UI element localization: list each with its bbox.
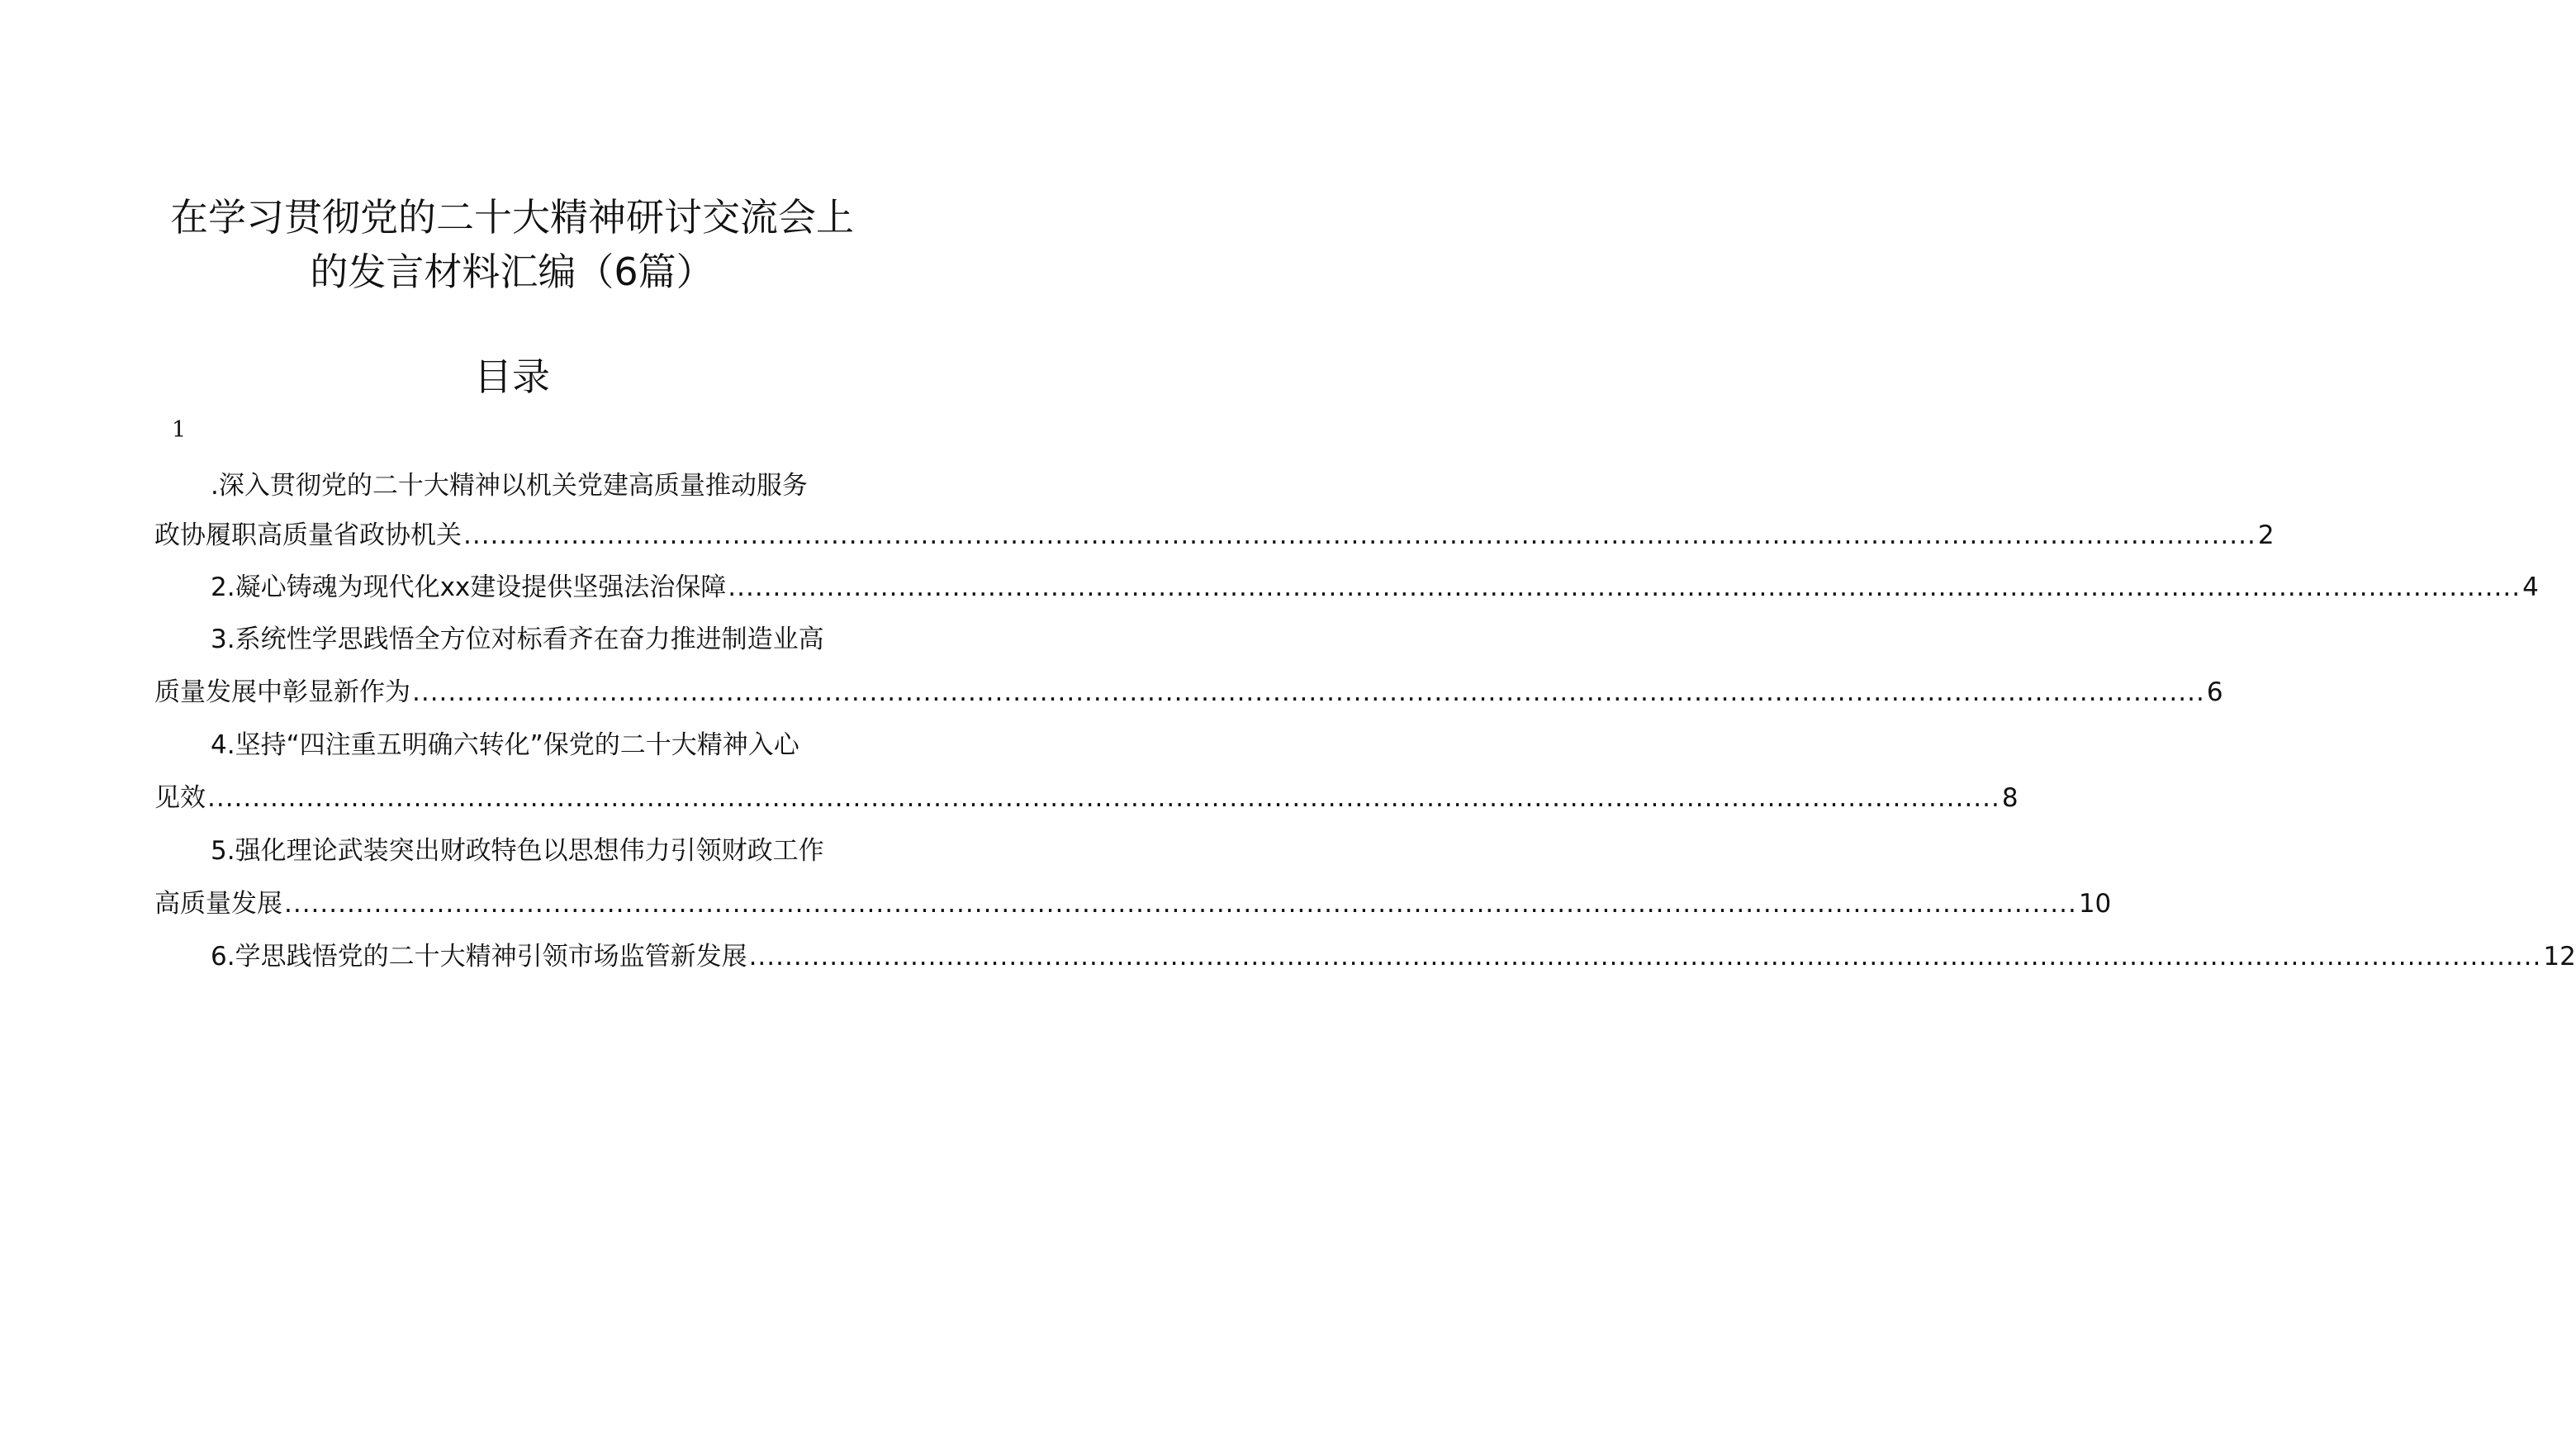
stray-number: 1 [172, 417, 187, 443]
dot-leader: ........................................................................................................................................................................................................ [748, 942, 2542, 972]
toc-entry-5-line-2[interactable] [154, 889, 2112, 919]
dot-leader: ........................................................................................................................................................................................................ [463, 520, 2256, 550]
toc-page-number: 10 [2078, 889, 2112, 919]
toc-page-number: 2 [2257, 520, 2275, 550]
toc-entry-text: 6.学思践悟党的二十大精神引领市场监管新发展 [211, 942, 747, 972]
dot-leader: ........................................................................................................................................................................................................ [207, 783, 2000, 813]
toc-entry-text: 4.坚持“四注重五明确六转化”保党的二十大精神入心 [211, 730, 799, 760]
toc-entry-text: 5.强化理论武装突出财政特色以思想伟力引领财政工作 [211, 836, 824, 866]
dot-leader: ........................................................................................................................................................................................................ [728, 572, 2521, 602]
toc-entry-text: 见效 [154, 783, 206, 813]
toc-entry-text: 2.凝心铸魂为现代化xx建设提供坚强法治保障 [211, 572, 727, 602]
toc-entry-2[interactable] [154, 572, 2539, 602]
toc-entry-text: .深入贯彻党的二十大精神以机关党建高质量推动服务 [211, 471, 808, 501]
toc-entry-text: 高质量发展 [154, 889, 282, 919]
toc-page-number: 6 [2206, 677, 2223, 707]
toc-entry-1-line-1[interactable] [154, 471, 869, 501]
toc-entry-5-line-1[interactable] [154, 836, 869, 866]
toc-entry-4-line-1[interactable] [154, 730, 869, 760]
toc-entry-6[interactable] [154, 942, 2576, 972]
toc-page-number: 8 [2001, 783, 2019, 813]
toc-entry-text: 3.系统性学思践悟全方位对标看齐在奋力推进制造业高 [211, 625, 824, 654]
toc-entry-text: 政协履职高质量省政协机关 [154, 520, 462, 550]
toc-entry-1-line-2[interactable] [154, 520, 2275, 550]
toc-entry-3-line-1[interactable] [154, 625, 869, 654]
toc-page-number: 4 [2522, 572, 2539, 602]
document-title-line-1: 在学习贯彻党的二十大精神研讨交流会上 [170, 195, 854, 240]
toc-entry-4-line-2[interactable] [154, 783, 2019, 813]
toc-heading: 目录 [474, 354, 550, 399]
toc-entry-text: 质量发展中彰显新作为 [154, 677, 410, 707]
dot-leader: ........................................................................................................................................................................................................ [284, 889, 2077, 919]
document-title-line-2: 的发言材料汇编（6篇） [310, 249, 714, 294]
toc-entry-3-line-2[interactable] [154, 677, 2223, 707]
dot-leader: ........................................................................................................................................................................................................ [412, 677, 2205, 707]
toc-page-number: 12 [2543, 942, 2576, 972]
